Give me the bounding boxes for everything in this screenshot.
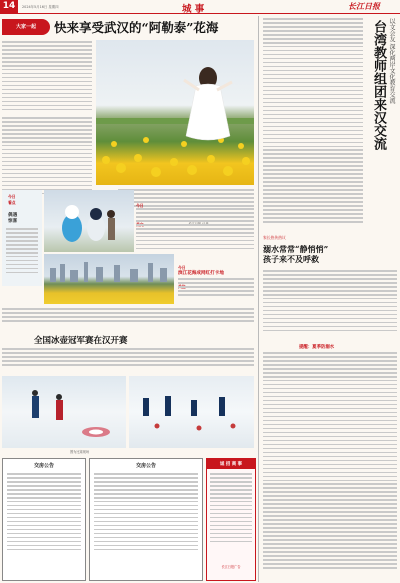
right-kicker-vertical: 以文会友 深化两岸文化教育交流 [388, 18, 395, 104]
second-headline: 溺水常常“静悄悄” 孩子来不及呼救 [263, 244, 329, 264]
caption-under-photo [2, 308, 254, 330]
right-text [178, 278, 254, 302]
flower-field-photo [96, 40, 254, 185]
section-title: 城 事 [182, 4, 205, 15]
right-column [258, 16, 400, 582]
right-top-text [263, 18, 363, 228]
right-bottom-text [263, 352, 397, 578]
sidebar-label: 今日 看点 [8, 194, 16, 205]
top-body-text-2 [2, 117, 92, 197]
column-tag-text: 大家一起 [15, 24, 36, 30]
middle-subhead: 滨江花海成网红打卡地 [178, 271, 224, 276]
riverside-scene [44, 254, 174, 304]
page-number: 14 [2, 1, 16, 11]
mascot-scene [44, 190, 134, 252]
curling-headline: 全国冰壶冠军赛在汉开赛 [34, 336, 128, 346]
curling-photo-1 [2, 376, 126, 448]
mid-text [136, 208, 254, 254]
top-headline: 快来享受武汉的“阿勒泰”花海 [54, 20, 219, 35]
ad1-title: 交房公告 [33, 463, 54, 469]
curling-caption: 图为比赛现场 [70, 450, 90, 454]
date-line: 2024年5月16日 星期四 [22, 5, 59, 9]
flower-scene [96, 40, 254, 185]
right-headline-vertical: 台湾教师组团来汉交流 [371, 20, 386, 150]
ad3-note: 长江日报广告 [221, 565, 241, 569]
sidebar-left [2, 190, 42, 286]
page-header [0, 0, 400, 14]
ad2-title: 交房公告 [135, 463, 156, 469]
curling-body [2, 348, 254, 374]
second-body [263, 270, 397, 340]
ad3-title: 诚 招 商 事 [207, 459, 255, 469]
second-kicker: 家长热传热议 [263, 235, 286, 240]
mascot-photo [44, 190, 134, 252]
ad-recruit [206, 458, 256, 581]
ad-notice-1 [2, 458, 86, 581]
ad-notice-2 [89, 458, 203, 581]
curling-photo-2 [129, 376, 254, 448]
riverside-photo [44, 254, 174, 304]
masthead-logo: 长江日报 [348, 1, 380, 11]
sidebar-title: 偶遇 惊喜 [8, 213, 18, 224]
curling-scene-1 [2, 376, 126, 448]
ad3-text [210, 473, 252, 565]
page-number-badge [0, 0, 18, 13]
ad1-text [7, 473, 81, 573]
right-label-text: 今日 [178, 265, 186, 270]
ad2-text [94, 473, 198, 573]
sidebar-text [6, 228, 38, 280]
top-body-text [2, 41, 92, 113]
curling-scene-2 [129, 376, 254, 448]
bottom-subhead: 提醒：夏季防溺水 [299, 345, 335, 350]
mid-label-text: 今日 [136, 203, 144, 208]
column-tag [2, 19, 50, 35]
